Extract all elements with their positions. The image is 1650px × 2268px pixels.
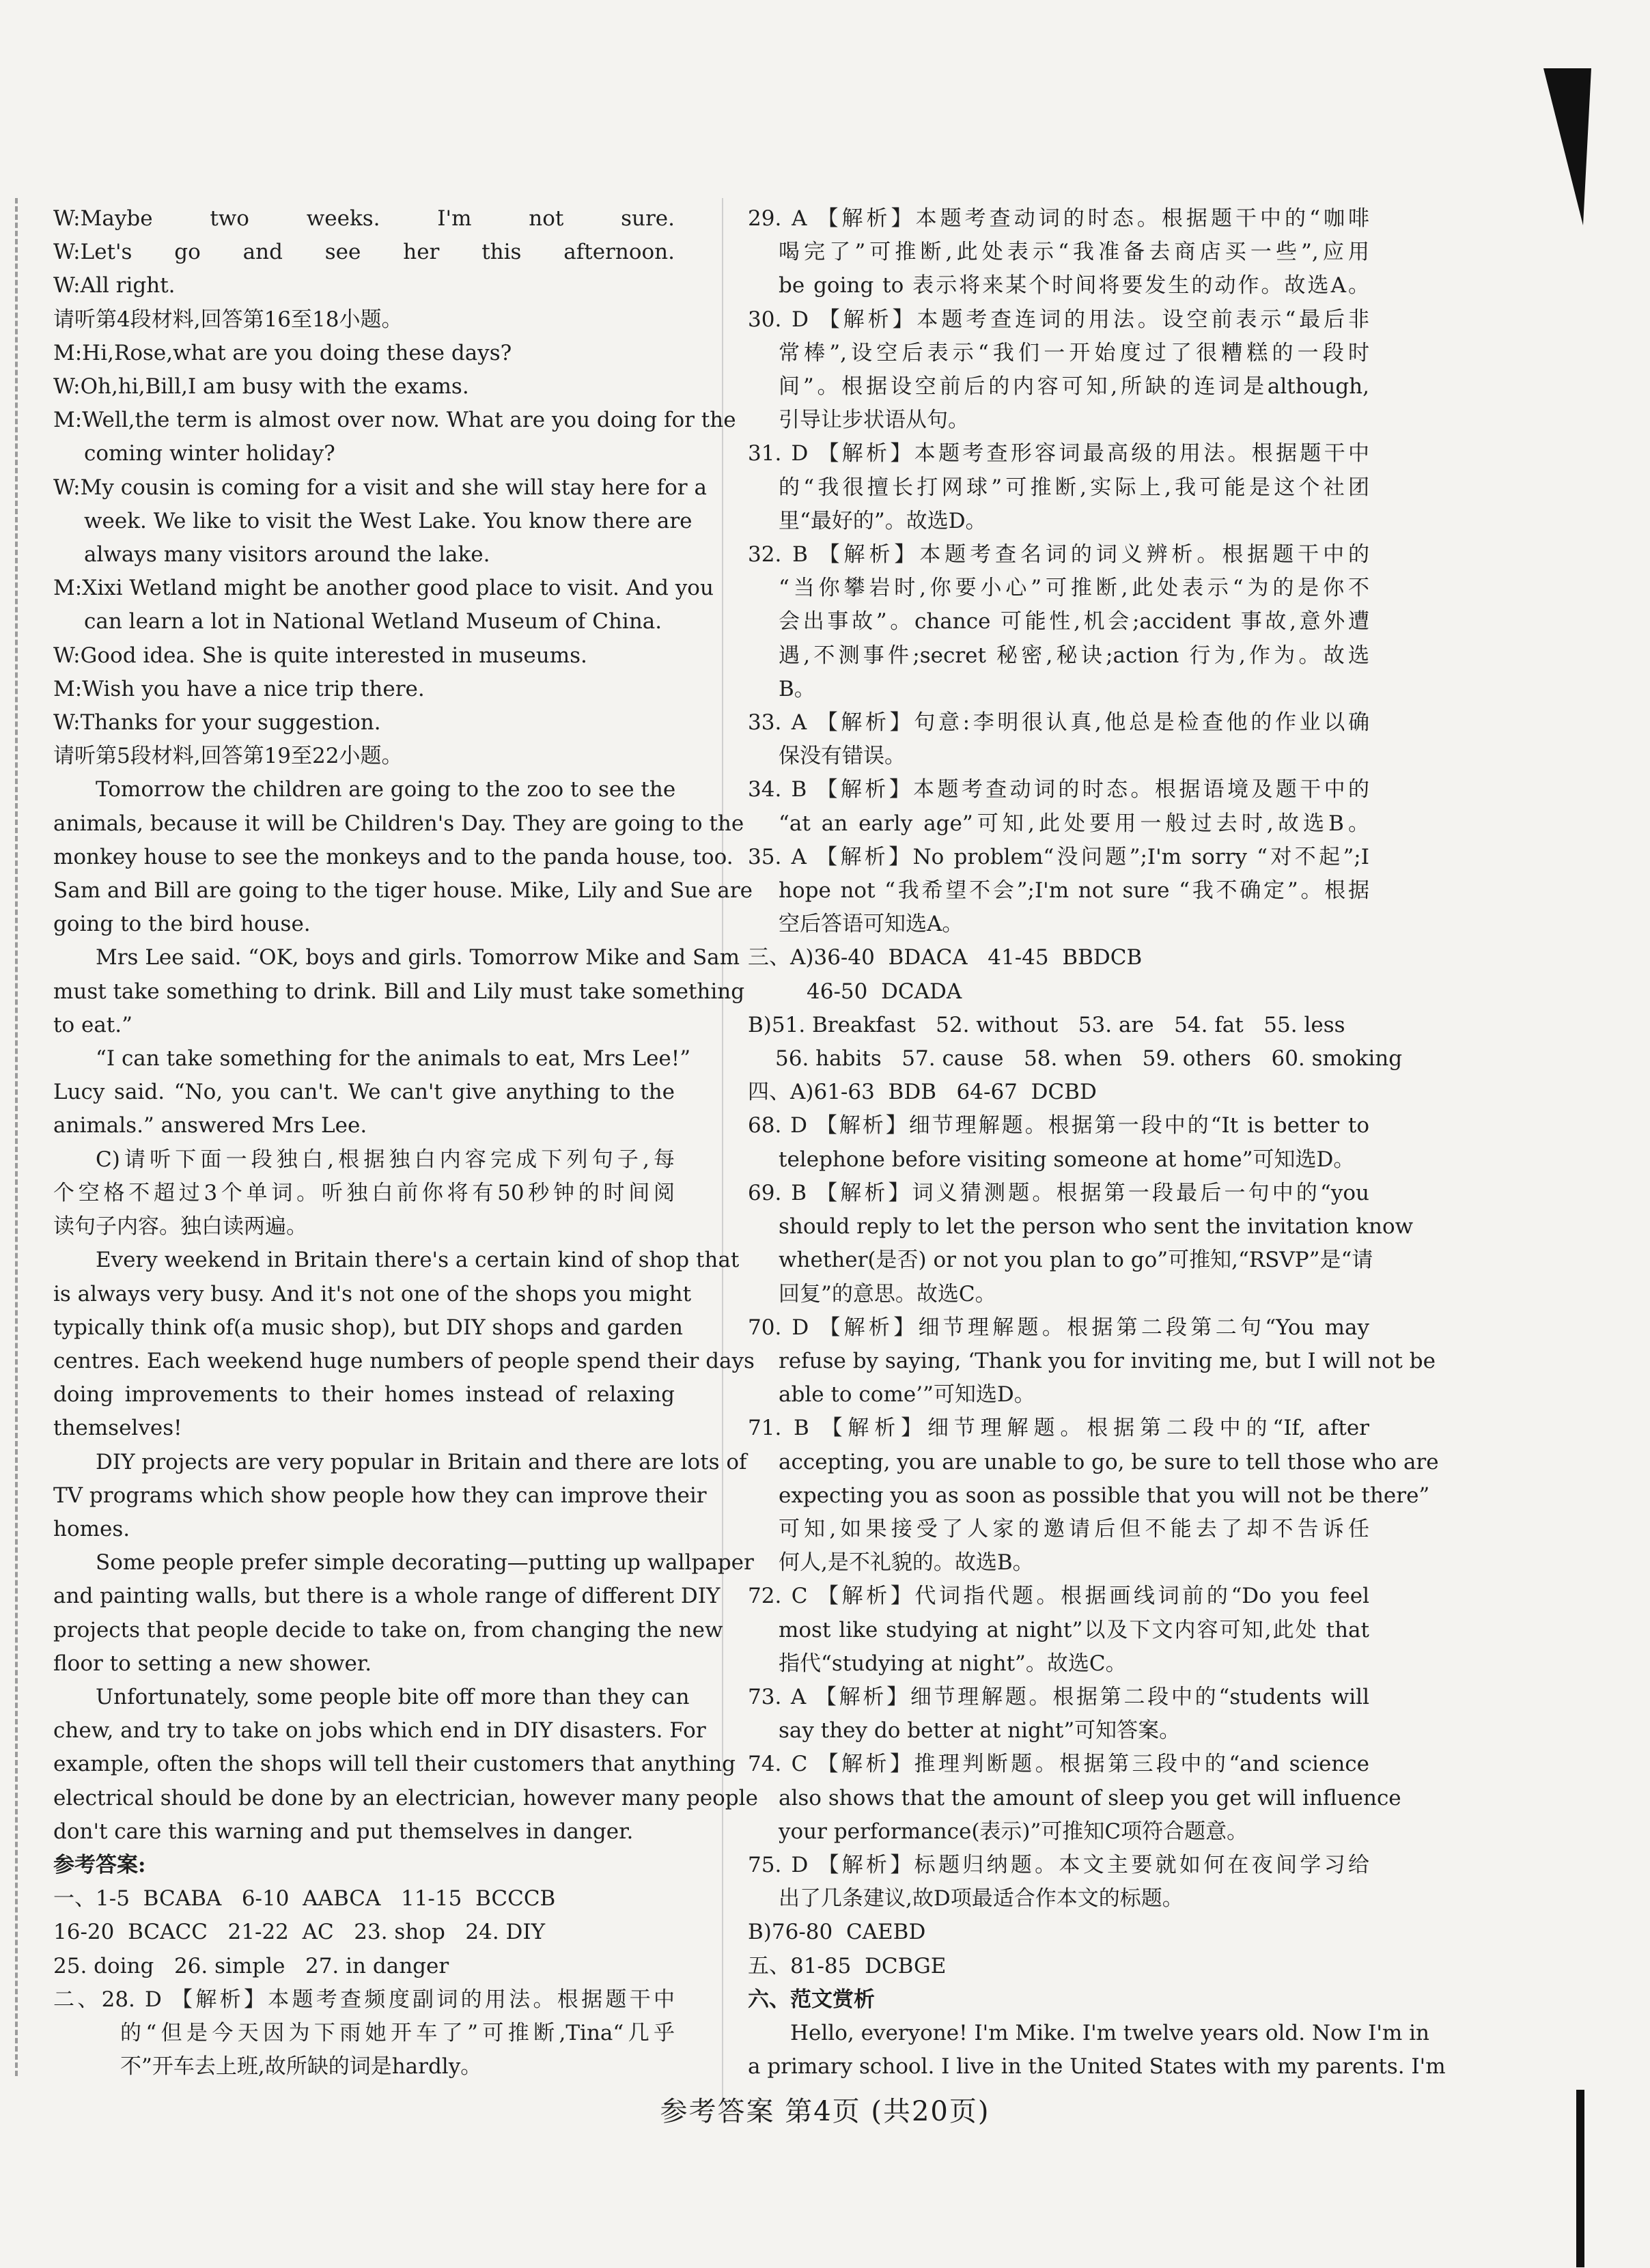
- answer-explanation-cont: 喝完了”可推断,此处表示“我准备去商店买一些”,应用: [779, 240, 1369, 265]
- passage-line: centres. Each weekend huge numbers of people spend their days: [53, 1348, 755, 1373]
- passage-line: electrical should be done by an electrician, however many people: [53, 1785, 758, 1810]
- dialogue-line: W:Maybe two weeks. I'm not sure.: [53, 206, 675, 231]
- dialogue-line: M:Hi,Rose,what are you doing these days?: [53, 340, 512, 365]
- dialogue-line: W:Oh,hi,Bill,I am busy with the exams.: [53, 374, 469, 400]
- answer-explanation-cont: “at an early age”可知,此处要用一般过去时,故选B。: [779, 811, 1369, 836]
- answer-explanation: 33. A 【解析】句意:李明很认真,他总是检查他的作业以确: [748, 710, 1369, 736]
- binding-dashed-line: [15, 198, 18, 2076]
- answer-explanation-cont: 引导让步状语从句。: [779, 408, 969, 433]
- passage-line: going to the bird house.: [53, 912, 311, 937]
- answer-explanation-cont: B。: [779, 676, 815, 701]
- column-divider: [722, 198, 723, 2110]
- answer-explanation: 31. D 【解析】本题考查形容词最高级的用法。根据题干中: [748, 441, 1369, 466]
- answer-explanation-cont: 保没有错误。: [779, 744, 906, 769]
- answer-explanation-cont: be going to 表示将来某个时间将要发生的动作。故选A。: [779, 273, 1369, 298]
- passage-line: TV programs which show people how they can improve their: [53, 1483, 707, 1508]
- answer-explanation: 68. D 【解析】细节理解题。根据第一段中的“It is better to: [748, 1113, 1369, 1138]
- answer-explanation: 70. D 【解析】细节理解题。根据第二段第二句“You may: [748, 1315, 1369, 1340]
- passage-line: typically think of(a music shop), but DIY shops and garden: [53, 1315, 683, 1340]
- dialogue-line: W:My cousin is coming for a visit and she will stay here for a: [53, 475, 707, 500]
- answer-explanation: 34. B 【解析】本题考查动词的时态。根据语境及题干中的: [748, 777, 1369, 802]
- passage-line: must take something to drink. Bill and Lily must take something: [53, 979, 745, 1004]
- passage-line: “I can take something for the animals to eat, Mrs Lee!”: [96, 1046, 691, 1072]
- passage-line: Sam and Bill are going to the tiger house. Mike, Lily and Sue are: [53, 878, 753, 904]
- passage-line: to eat.”: [53, 1012, 132, 1037]
- passage-line: don't care this warning and put themselves in danger.: [53, 1819, 634, 1844]
- answer-explanation: 73. A 【解析】细节理解题。根据第二段中的“students will: [748, 1684, 1369, 1709]
- passage-line: Tomorrow the children are going to the zoo to see the: [96, 777, 676, 802]
- answer-explanation: 72. C 【解析】代词指代题。根据画线词前的“Do you feel: [748, 1584, 1369, 1609]
- answer-explanation: 75. D 【解析】标题归纳题。本文主要就如何在夜间学习给: [748, 1852, 1369, 1877]
- left-column: [53, 202, 758, 2084]
- dialogue-line: W:Let's go and see her this afternoon.: [53, 240, 675, 265]
- passage-line: doing improvements to their homes instead of relaxing: [53, 1382, 675, 1408]
- dialogue-line: W:All right.: [53, 273, 176, 298]
- answer-line: 25. doing 26. simple 27. in danger: [53, 1953, 449, 1978]
- answer-explanation: 30. D 【解析】本题考查连词的用法。设空前表示“最后非: [748, 307, 1369, 332]
- answer-explanation-cont: 何人,是不礼貌的。故选B。: [779, 1550, 1034, 1576]
- answer-explanation: 74. C 【解析】推理判断题。根据第三段中的“and science: [748, 1752, 1369, 1777]
- model-essay-heading: 六、范文赏析: [748, 1987, 875, 2012]
- answer-line: 16-20 BCACC 21-22 AC 23. shop 24. DIY: [53, 1920, 546, 1945]
- dialogue-line: W:Thanks for your suggestion.: [53, 710, 381, 736]
- answer-explanation-cont: 出了几条建议,故D项最适合作本文的标题。: [779, 1886, 1184, 1912]
- answer-explanation-cont: accepting, you are unable to go, be sure to tell those who are: [779, 1449, 1439, 1474]
- answer-explanation-cont: whether(是否) or not you plan to go”可推知,“RSVP”是“请: [779, 1248, 1373, 1273]
- answer-explanation-cont: 里“最好的”。故选D。: [779, 508, 987, 533]
- answer-line: 四、A)61-63 BDB 64-67 DCBD: [748, 1080, 1097, 1105]
- answer-explanation-cont: 指代“studying at night”。故选C。: [779, 1651, 1127, 1676]
- passage-line: chew, and try to take on jobs which end in DIY disasters. For: [53, 1718, 706, 1744]
- answer-explanation-cont: 的“但是今天因为下雨她开车了”可推断,Tina“几乎: [120, 2020, 675, 2045]
- model-essay-line: Hello, everyone! I'm Mike. I'm twelve years old. Now I'm in: [790, 2020, 1430, 2045]
- dialogue-line: M:Well,the term is almost over now. What are you doing for the: [53, 408, 736, 433]
- answer-line: B)76-80 CAEBD: [748, 1920, 926, 1945]
- answer-explanation-cont: telephone before visiting someone at home”可知选D。: [779, 1147, 1355, 1172]
- answer-explanation: 69. B 【解析】词义猜测题。根据第一段最后一句中的“you: [748, 1180, 1369, 1205]
- passage-line: Unfortunately, some people bite off more than they can: [96, 1684, 690, 1709]
- answer-explanation-cont: “当你攀岩时,你要小心”可推断,此处表示“为的是你不: [779, 576, 1369, 601]
- dialogue-line-cont: week. We like to visit the West Lake. You know there are: [84, 508, 693, 533]
- passage-line: themselves!: [53, 1416, 182, 1441]
- passage-line: is always very busy. And it's not one of the shops you might: [53, 1281, 692, 1306]
- passage-line: floor to setting a new shower.: [53, 1651, 372, 1676]
- dialogue-line: M:Xixi Wetland might be another good place to visit. And you: [53, 576, 714, 601]
- answer-explanation-cont: should reply to let the person who sent the invitation know: [779, 1214, 1414, 1240]
- answer-explanation-cont: 空后答语可知选A。: [779, 912, 964, 937]
- answer-explanation: 71. B 【解析】细节理解题。根据第二段中的“If, after: [748, 1416, 1369, 1441]
- answer-explanation: 32. B 【解析】本题考查名词的词义辨析。根据题干中的: [748, 542, 1369, 568]
- answer-explanation-cont: most like studying at night”以及下文内容可知,此处 that: [779, 1617, 1369, 1642]
- passage-line: Lucy said. “No, you can't. We can't give anything to the: [53, 1080, 675, 1105]
- corner-registration-mark: [1543, 68, 1591, 225]
- passage-line: homes.: [53, 1516, 130, 1541]
- passage-line: Mrs Lee said. “OK, boys and girls. Tomorrow Mike and Sam: [96, 945, 740, 970]
- section-instruction: 请听第5段材料,回答第19至22小题。: [53, 744, 403, 769]
- answer-explanation: 29. A 【解析】本题考查动词的时态。根据题干中的“咖啡: [748, 206, 1369, 231]
- dialogue-line: W:Good idea. She is quite interested in museums.: [53, 643, 587, 668]
- answer-explanation-cont: say they do better at night”可知答案。: [779, 1718, 1181, 1744]
- passage-line: animals.” answered Mrs Lee.: [53, 1113, 367, 1138]
- answer-explanation-cont: refuse by saying, ‘Thank you for inviting me, but I will not be: [779, 1348, 1436, 1373]
- answer-explanation-cont: hope not “我希望不会”;I'm not sure “我不确定”。根据: [779, 878, 1369, 904]
- dialogue-line-cont: coming winter holiday?: [84, 441, 335, 466]
- answer-line: 46-50 DCADA: [807, 979, 962, 1004]
- answer-explanation-cont: able to come’”可知选D。: [779, 1382, 1035, 1408]
- answer-key-heading: 参考答案:: [53, 1852, 146, 1877]
- page-footer: 参考答案 第4页 (共20页): [660, 2096, 990, 2127]
- answer-explanation-cont: your performance(表示)”可推知C项符合题意。: [779, 1819, 1248, 1844]
- answer-explanation-cont: 的“我很擅长打网球”可推断,实际上,我可能是这个社团: [779, 475, 1369, 500]
- answer-line: 五、81-85 DCBGE: [748, 1953, 947, 1978]
- answer-line: 三、A)36-40 BDACA 41-45 BBDCB: [748, 945, 1143, 970]
- answer-explanation-cont: 会出事故”。chance 可能性,机会;accident 事故,意外遭: [779, 609, 1369, 634]
- dialogue-line-cont: always many visitors around the lake.: [84, 542, 490, 568]
- answer-line: B)51. Breakfast 52. without 53. are 54. fat 55. less: [748, 1012, 1345, 1037]
- dialogue-line: M:Wish you have a nice trip there.: [53, 676, 425, 701]
- passage-line: Some people prefer simple decorating—putting up wallpaper: [96, 1550, 754, 1576]
- passage-line: DIY projects are very popular in Britain and there are lots of: [96, 1449, 747, 1474]
- answer-explanation-cont: 可知,如果接受了人家的邀请后但不能去了却不告诉任: [779, 1516, 1369, 1541]
- answer-explanation-cont: expecting you as soon as possible that you will not be there”: [779, 1483, 1430, 1508]
- passage-line: projects that people decide to take on, from changing the new: [53, 1617, 723, 1642]
- answer-explanation: 二、28. D 【解析】本题考查频度副词的用法。根据题干中: [53, 1987, 675, 2012]
- answer-line: 一、1-5 BCABA 6-10 AABCA 11-15 BCCCB: [53, 1886, 556, 1912]
- passage-line: animals, because it will be Children's Day. They are going to the: [53, 811, 744, 836]
- section-instruction: C)请听下面一段独白,根据独白内容完成下列句子,每: [96, 1147, 675, 1172]
- passage-line: and painting walls, but there is a whole range of different DIY: [53, 1584, 721, 1609]
- answer-explanation-cont: 回复”的意思。故选C。: [779, 1281, 996, 1306]
- section-instruction: 读句子内容。独白读两遍。: [53, 1214, 307, 1240]
- passage-line: Every weekend in Britain there's a certain kind of shop that: [96, 1248, 740, 1273]
- answer-explanation-cont: 不”开车去上班,故所缺的词是hardly。: [120, 2054, 482, 2080]
- answer-line: 56. habits 57. cause 58. when 59. others 60. smoking: [775, 1046, 1403, 1072]
- answer-explanation-cont: also shows that the amount of sleep you get will influence: [779, 1785, 1401, 1810]
- passage-line: monkey house to see the monkeys and to the panda house, too.: [53, 844, 733, 869]
- answer-explanation-cont: 间”。根据设空前后的内容可知,所缺的连词是although,: [779, 374, 1369, 400]
- section-instruction: 个空格不超过3个单词。听独白前你将有50秒钟的时间阅: [53, 1180, 675, 1205]
- dialogue-line-cont: can learn a lot in National Wetland Museum of China.: [84, 609, 662, 634]
- answer-explanation: 35. A 【解析】No problem“没问题”;I'm sorry “对不起”;I: [748, 844, 1369, 869]
- section-instruction: 请听第4段材料,回答第16至18小题。: [53, 307, 403, 332]
- passage-line: example, often the shops will tell their customers that anything: [53, 1752, 736, 1777]
- model-essay-line: a primary school. I live in the United States with my parents. I'm: [748, 2054, 1446, 2080]
- right-column: [748, 202, 1446, 2084]
- answer-explanation-cont: 遇,不测事件;secret 秘密,秘诀;action 行为,作为。故选: [779, 643, 1369, 668]
- answer-explanation-cont: 常棒”,设空后表示“我们一开始度过了很糟糕的一段时: [779, 340, 1369, 365]
